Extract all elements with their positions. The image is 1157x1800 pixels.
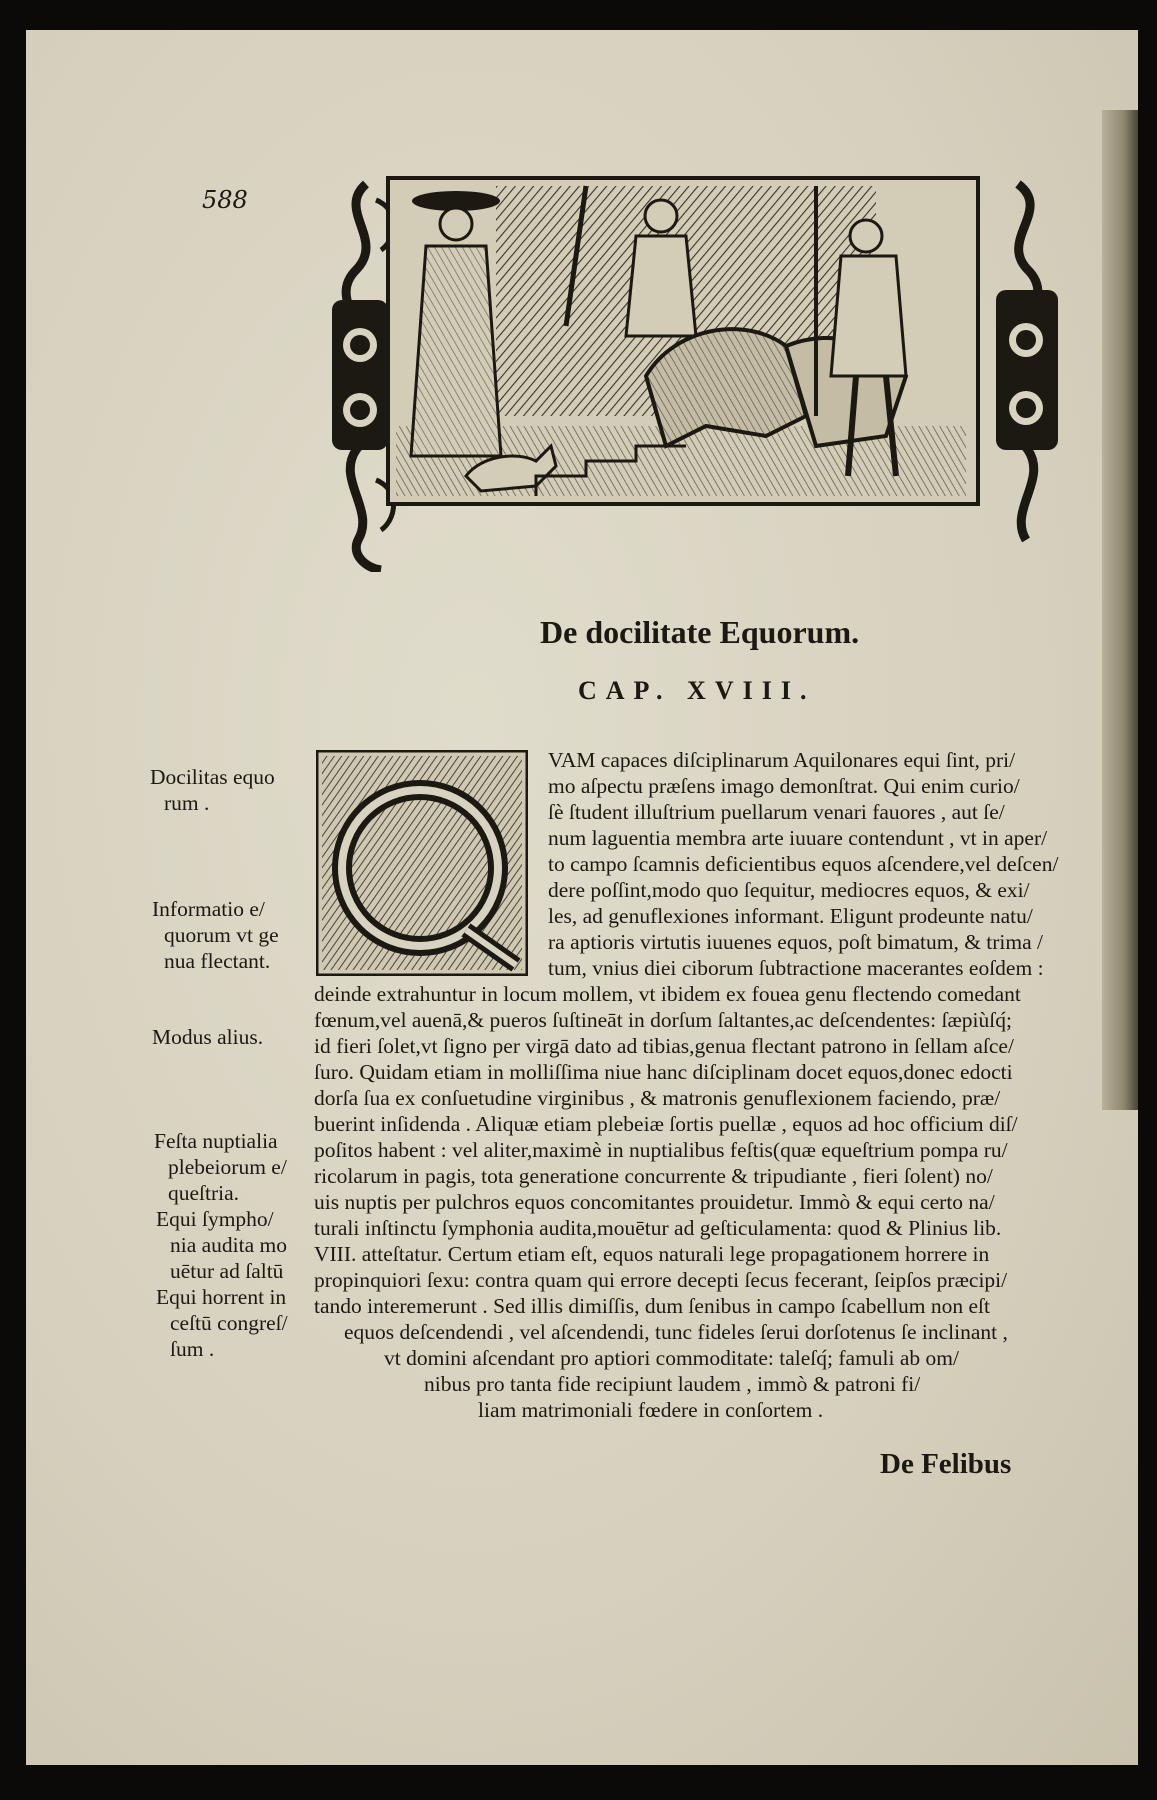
text-line: deinde extrahuntur in locum mollem, vt ibidem ex fouea genu flectendo comedant [314, 982, 1021, 1006]
margin-note-line: nua flectant. [164, 949, 271, 973]
scan-background [0, 0, 1157, 30]
margin-note-line: uētur ad ſaltū [170, 1259, 284, 1283]
margin-note-line: Modus alius. [152, 1025, 264, 1049]
text-line: les, ad genuflexiones informant. Eligunt prodeunte natu/ [548, 904, 1033, 928]
margin-note-line: ſum . [170, 1337, 215, 1361]
margin-note [150, 764, 275, 816]
catchword: De Felibus [880, 1448, 1012, 1480]
margin-note-line: quorum vt ge [164, 923, 279, 947]
margin-note-line: rum . [164, 791, 210, 815]
text-line: dere poſſint,modo quo ſequitur, mediocres equos, & exi/ [548, 878, 1030, 902]
margin-note-line: ceſtū congreſ/ [170, 1311, 288, 1335]
facing-page-edge [1102, 110, 1138, 1110]
margin-note [152, 896, 279, 974]
text-line: dorſa ſua ex conſuetudine virginibus , & matronis genuflexionem faciendo, præ/ [314, 1086, 1001, 1110]
text-line: poſitos habent : vel aliter,maximè in nuptialibus feſtis(quæ equeſtrium pompa ru/ [314, 1138, 1008, 1162]
text-line: turali inſtinctu ſymphonia audita,mouētur ad geſticulamenta: quod & Plinius lib. [314, 1216, 1002, 1240]
text-line: propinquiori ſexu: contra quam qui errore decepti ſecus fecerant, ſeipſos præcipi/ [314, 1268, 1008, 1292]
margin-note-line: Equi ſympho/ [156, 1207, 274, 1231]
text-line: equos deſcendendi , vel aſcendendi, tunc fideles ſerui dorſotenus ſe inclinant , [344, 1320, 1008, 1344]
margin-note-line: Equi horrent in [156, 1285, 287, 1309]
page-number: 588 [202, 186, 248, 214]
margin-note-line: Feſta nuptialia [154, 1129, 278, 1153]
text-line: ſè ſtudent illuſtrium puellarum venari fauores , aut ſe/ [548, 800, 1005, 824]
margin-note-line: queſtria. [168, 1181, 240, 1205]
text-line: VIII. atteſtatur. Certum etiam eſt, equos naturali lege propagationem horrere in [314, 1242, 990, 1266]
text-line: fœnum,vel auenā,& pueros ſuſtineāt in dorſum ſaltantes,ac deſcendentes: ſæpiùſq́; [314, 1008, 1012, 1032]
initial-q-icon [316, 750, 528, 976]
text-line: tando interemerunt . Sed illis dimiſſis, dum ſenibus in campo ſcabellum non eſt [314, 1294, 990, 1318]
text-line: ricolarum in pagis, tota generatione concurrente & tripudiante , fieri ſolent) no/ [314, 1164, 993, 1188]
margin-note [152, 1024, 263, 1050]
text-line: buerint inſidenda . Aliquæ etiam plebeiæ ſortis puellæ , equos ad hoc officium diſ/ [314, 1112, 1018, 1136]
decorated-initial [316, 750, 528, 976]
margin-note-line: Informatio e/ [152, 897, 265, 921]
ornament-border-right-icon [978, 180, 1068, 560]
text-line: VAM capaces diſciplinarum Aquilonares equi ſint, pri/ [548, 748, 1016, 772]
margin-note-line: nia audita mo [170, 1233, 288, 1257]
margin-note-line: Docilitas equo [150, 765, 275, 789]
text-line: ſuro. Quidam etiam in molliſſima niue hanc diſciplinam docet equos,donec edocti [314, 1060, 1013, 1084]
woodcut-illustration-icon [386, 176, 980, 506]
text-line: ra aptioris virtutis iuuenes equos, poſt bimatum, & trima / [548, 930, 1044, 954]
margin-note [156, 1284, 288, 1362]
chapter-title: De docilitate Equorum. [540, 614, 860, 650]
text-line: id fieri ſolet,vt ſigno per virgā dato ad tibias,genua flectant patrono in ſellam aſce/ [314, 1034, 1014, 1058]
text-line: tum, vnius diei ciborum ſubtractione macerantes eoſdem : [548, 956, 1044, 980]
text-line: uis nuptis per pulchros equos concomitantes prouidetur. Immò & equi certo na/ [314, 1190, 995, 1214]
chapter-number: CAP. XVIII. [578, 676, 816, 705]
margin-note-line: plebeiorum e/ [168, 1155, 287, 1179]
text-line: vt domini aſcendant pro aptiori commoditate: taleſq́; famuli ab om/ [384, 1346, 959, 1370]
text-line: mo aſpectu præſens imago demonſtrat. Qui enim curio/ [548, 774, 1020, 798]
text-line: to campo ſcamnis deficientibus equos aſcendere,vel deſcen/ [548, 852, 1059, 876]
margin-note [154, 1128, 287, 1206]
text-line: num laguentia membra arte iuuare contendunt , vt in aper/ [548, 826, 1048, 850]
margin-note [156, 1206, 287, 1284]
text-line: nibus pro tanta fide recipiunt laudem , immò & patroni fi/ [424, 1372, 921, 1396]
text-line: liam matrimoniali fœdere in conſortem . [478, 1398, 824, 1422]
